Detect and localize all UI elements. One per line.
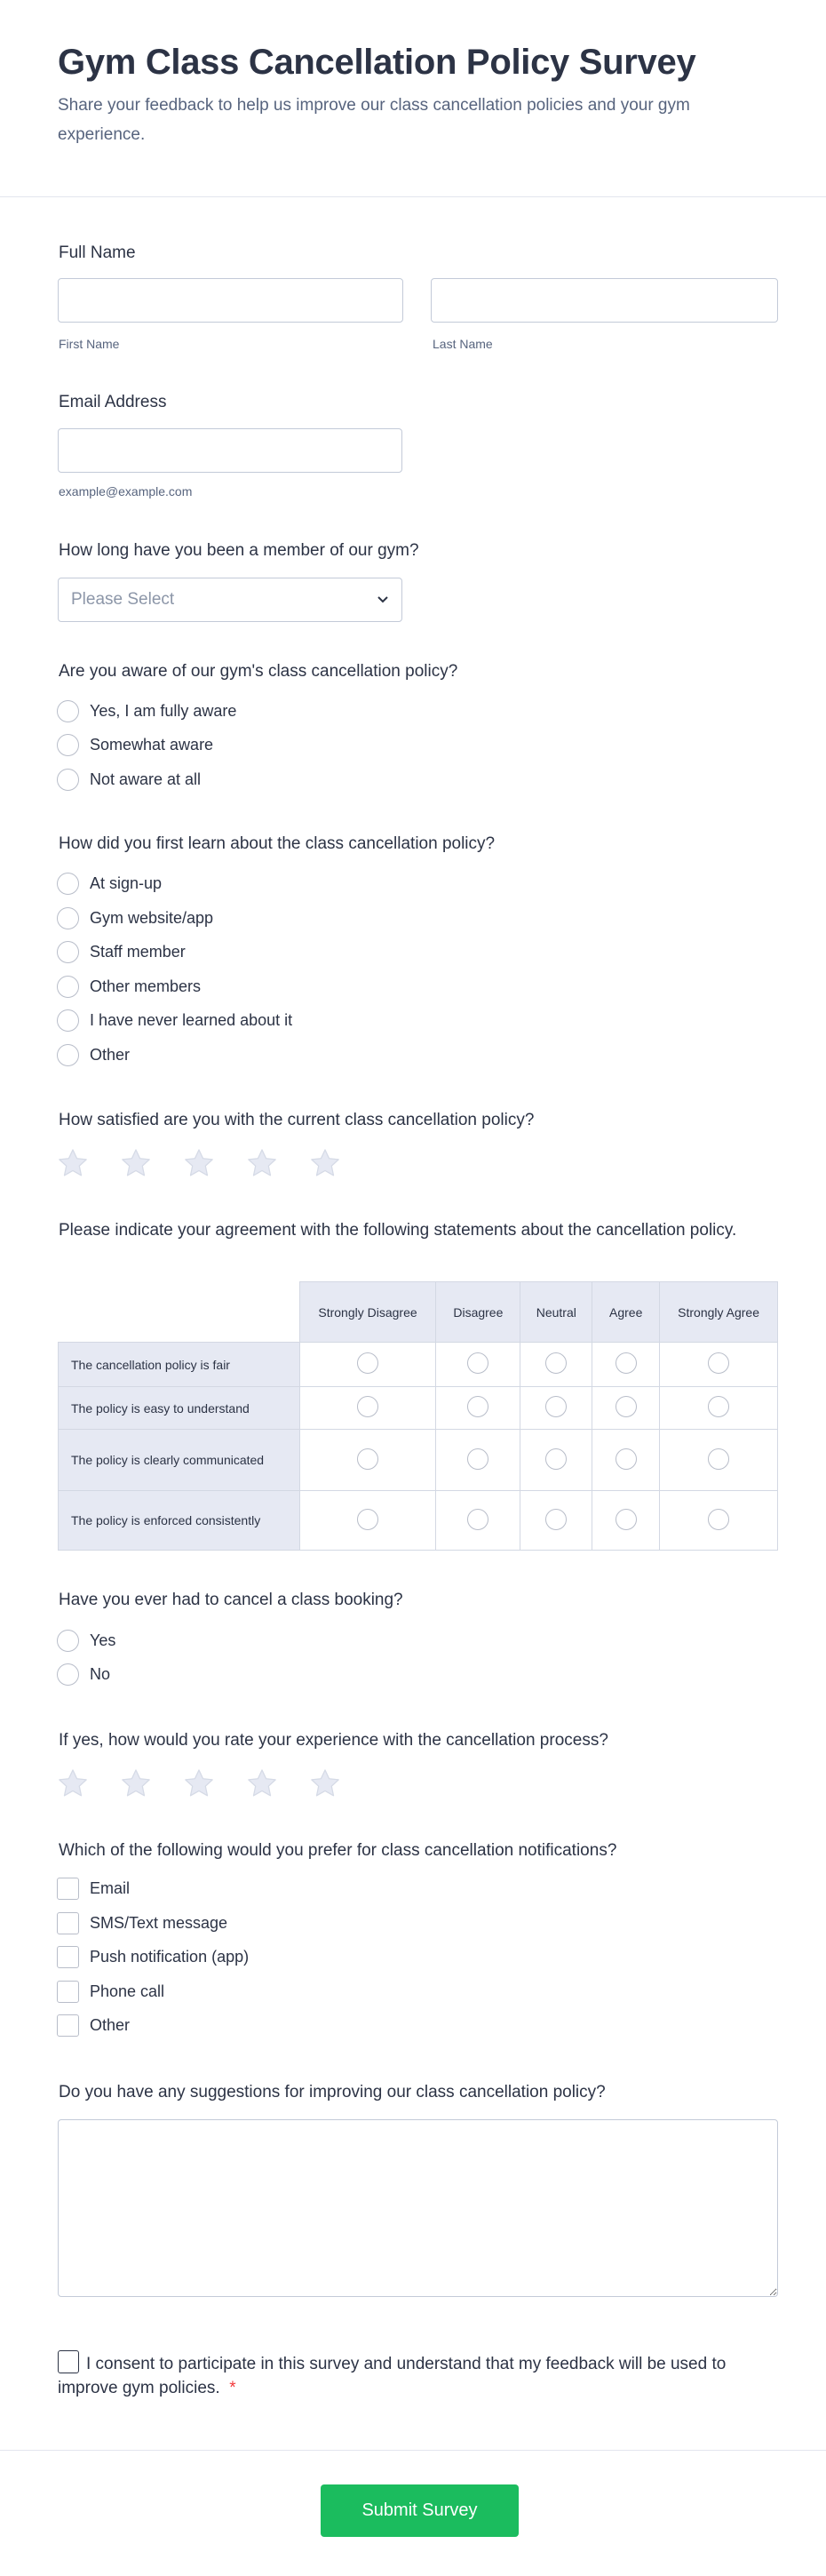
matrix-row xyxy=(59,1343,778,1387)
awareness-option[interactable] xyxy=(57,700,236,722)
consent-checkbox[interactable] xyxy=(58,2350,79,2373)
star-icon[interactable] xyxy=(118,1767,154,1800)
radio-button[interactable] xyxy=(57,1630,79,1652)
agreement-matrix xyxy=(58,1281,778,1551)
matrix-cell xyxy=(436,1430,520,1491)
star-icon[interactable] xyxy=(55,1767,91,1800)
cancelled-label: Have you ever had to cancel a class booking? xyxy=(59,1591,403,1609)
learned-option[interactable] xyxy=(57,1009,292,1032)
checkbox[interactable] xyxy=(57,1878,79,1900)
awareness-option[interactable] xyxy=(57,769,201,791)
notifications-option[interactable] xyxy=(57,1946,249,1968)
header-divider xyxy=(0,196,826,197)
radio-button[interactable] xyxy=(616,1509,637,1530)
footer-divider xyxy=(0,2450,826,2451)
matrix-cell xyxy=(520,1343,592,1387)
satisfaction-label: How satisfied are you with the current class cancellation policy? xyxy=(59,1111,535,1129)
matrix-cell xyxy=(660,1491,778,1551)
first-name-input[interactable] xyxy=(58,278,403,323)
radio-button[interactable] xyxy=(545,1448,567,1470)
matrix-cell xyxy=(660,1387,778,1430)
radio-button[interactable] xyxy=(57,1009,79,1032)
matrix-cell xyxy=(660,1430,778,1491)
page-title: Gym Class Cancellation Policy Survey xyxy=(58,43,696,82)
radio-button[interactable] xyxy=(57,700,79,722)
option-label: Somewhat aware xyxy=(90,736,214,754)
suggestions-textarea[interactable] xyxy=(58,2119,778,2297)
radio-button[interactable] xyxy=(616,1448,637,1470)
radio-button[interactable] xyxy=(545,1509,567,1530)
matrix-cell xyxy=(299,1430,436,1491)
radio-button[interactable] xyxy=(545,1352,567,1374)
email-hint: example@example.com xyxy=(59,484,193,498)
consent-label: I consent to participate in this survey and understand that my feedback will be used to improve gym policies. xyxy=(58,2355,727,2397)
option-label: I have never learned about it xyxy=(90,1011,293,1029)
learned-option[interactable] xyxy=(57,1044,130,1066)
notifications-option[interactable] xyxy=(57,1981,164,2003)
notifications-option[interactable] xyxy=(57,2014,130,2037)
radio-button[interactable] xyxy=(57,873,79,895)
radio-button[interactable] xyxy=(357,1396,378,1417)
matrix-cell xyxy=(592,1387,660,1430)
matrix-cell xyxy=(592,1491,660,1551)
option-label: At sign-up xyxy=(90,874,163,892)
radio-button[interactable] xyxy=(57,976,79,998)
learned-option[interactable] xyxy=(57,976,201,998)
matrix-cell xyxy=(436,1343,520,1387)
radio-button[interactable] xyxy=(616,1396,637,1417)
consent-field xyxy=(58,2350,733,2400)
matrix-cell xyxy=(592,1343,660,1387)
matrix-cell xyxy=(520,1491,592,1551)
checkbox[interactable] xyxy=(57,2014,79,2037)
satisfaction-rating xyxy=(55,1146,343,1180)
cancelled-option[interactable] xyxy=(57,1663,110,1686)
radio-button[interactable] xyxy=(57,941,79,963)
matrix-cell xyxy=(520,1430,592,1491)
radio-button[interactable] xyxy=(467,1396,488,1417)
matrix-column-header: Strongly Agree xyxy=(660,1282,778,1343)
star-icon[interactable] xyxy=(244,1146,280,1180)
radio-button[interactable] xyxy=(57,734,79,756)
page-subtitle: Share your feedback to help us improve our class cancellation policies and your gym experience. xyxy=(58,96,690,144)
radio-button[interactable] xyxy=(467,1509,488,1530)
suggestions-label: Do you have any suggestions for improving our class cancellation policy? xyxy=(59,2083,606,2101)
notifications-option[interactable] xyxy=(57,1912,227,1934)
option-label: Other xyxy=(90,2016,131,2034)
matrix-row-label: The policy is enforced consistently xyxy=(59,1491,300,1551)
radio-button[interactable] xyxy=(57,1663,79,1686)
radio-button[interactable] xyxy=(708,1352,729,1374)
radio-button[interactable] xyxy=(708,1448,729,1470)
star-icon[interactable] xyxy=(118,1146,154,1180)
matrix-row-label: The policy is clearly communicated xyxy=(59,1430,300,1491)
matrix-column-header: Strongly Disagree xyxy=(299,1282,436,1343)
email-input[interactable] xyxy=(58,428,402,473)
submit-button[interactable]: Submit Survey xyxy=(321,2484,519,2537)
experience-label: If yes, how would you rate your experience with the cancellation process? xyxy=(59,1731,608,1750)
awareness-label: Are you aware of our gym's class cancellation policy? xyxy=(59,662,458,681)
membership-selected: Please Select xyxy=(71,590,175,609)
option-label: SMS/Text message xyxy=(90,1913,228,1932)
radio-button[interactable] xyxy=(57,907,79,929)
option-label: Other xyxy=(90,1045,131,1064)
awareness-option[interactable] xyxy=(57,734,213,756)
cancelled-option[interactable] xyxy=(57,1630,115,1652)
matrix-column-header: Disagree xyxy=(436,1282,520,1343)
membership-select[interactable] xyxy=(58,578,402,622)
star-icon[interactable] xyxy=(181,1146,217,1180)
last-name-input[interactable] xyxy=(431,278,778,323)
required-mark: * xyxy=(229,2379,236,2397)
radio-button[interactable] xyxy=(467,1352,488,1374)
notifications-label: Which of the following would you prefer for class cancellation notifications? xyxy=(59,1841,617,1860)
matrix-row-label: The cancellation policy is fair xyxy=(59,1343,300,1387)
matrix-row xyxy=(59,1430,778,1491)
option-label: Not aware at all xyxy=(90,770,202,788)
matrix-column-header: Agree xyxy=(592,1282,660,1343)
radio-button[interactable] xyxy=(57,769,79,791)
experience-rating xyxy=(55,1767,343,1800)
option-label: Push notification (app) xyxy=(90,1948,250,1966)
matrix-cell xyxy=(299,1387,436,1430)
checkbox[interactable] xyxy=(57,1946,79,1968)
option-label: Email xyxy=(90,1879,131,1897)
matrix-cell xyxy=(436,1491,520,1551)
matrix-corner xyxy=(59,1282,300,1343)
option-label: Staff member xyxy=(90,943,186,961)
matrix-row-label: The policy is easy to understand xyxy=(59,1387,300,1430)
learned-option[interactable] xyxy=(57,941,186,963)
matrix-cell xyxy=(592,1430,660,1491)
option-label: Phone call xyxy=(90,1982,165,2000)
checkbox[interactable] xyxy=(57,1912,79,1934)
last-name-hint: Last Name xyxy=(433,337,493,351)
star-icon[interactable] xyxy=(55,1146,91,1180)
email-label: Email Address xyxy=(59,393,167,411)
matrix-cell xyxy=(299,1491,436,1551)
matrix-cell xyxy=(520,1387,592,1430)
option-label: Yes, I am fully aware xyxy=(90,702,237,720)
radio-button[interactable] xyxy=(545,1396,567,1417)
radio-button[interactable] xyxy=(467,1448,488,1470)
matrix-row xyxy=(59,1387,778,1430)
radio-button[interactable] xyxy=(357,1448,378,1470)
option-label: Gym website/app xyxy=(90,908,214,927)
matrix-column-header: Neutral xyxy=(520,1282,592,1343)
learned-option[interactable] xyxy=(57,907,213,929)
membership-label: How long have you been a member of our gym? xyxy=(59,541,419,560)
learned-option[interactable] xyxy=(57,873,162,895)
first-name-hint: First Name xyxy=(59,337,120,351)
chevron-down-icon xyxy=(377,595,389,604)
matrix-cell xyxy=(299,1343,436,1387)
radio-button[interactable] xyxy=(357,1509,378,1530)
star-icon[interactable] xyxy=(244,1767,280,1800)
option-label: No xyxy=(90,1665,111,1684)
star-icon[interactable] xyxy=(181,1767,217,1800)
radio-button[interactable] xyxy=(57,1044,79,1066)
matrix-label: Please indicate your agreement with the following statements about the cancellation policy. xyxy=(59,1221,737,1240)
option-label: Other members xyxy=(90,977,202,995)
matrix-cell xyxy=(660,1343,778,1387)
radio-button[interactable] xyxy=(616,1352,637,1374)
option-label: Yes xyxy=(90,1631,116,1649)
radio-button[interactable] xyxy=(708,1509,729,1530)
matrix-row xyxy=(59,1491,778,1551)
star-icon[interactable] xyxy=(307,1146,343,1180)
notifications-option[interactable] xyxy=(57,1878,130,1900)
full-name-label: Full Name xyxy=(59,243,136,262)
radio-button[interactable] xyxy=(357,1352,378,1374)
checkbox[interactable] xyxy=(57,1981,79,2003)
learned-label: How did you first learn about the class cancellation policy? xyxy=(59,834,496,853)
radio-button[interactable] xyxy=(708,1396,729,1417)
star-icon[interactable] xyxy=(307,1767,343,1800)
matrix-cell xyxy=(436,1387,520,1430)
